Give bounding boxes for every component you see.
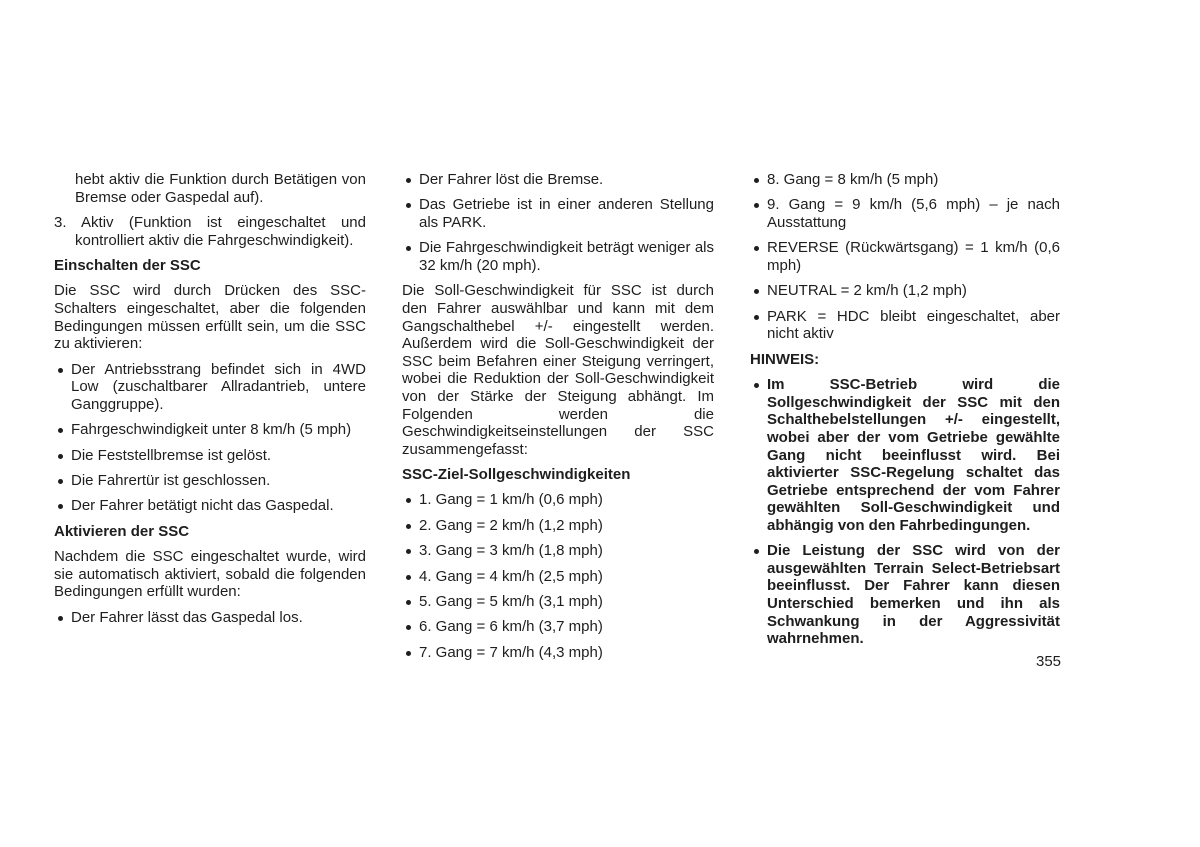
list-item: PARK = HDC bleibt eingeschaltet, aber nicht aktiv [750,308,1060,343]
list-item: REVERSE (Rückwärtsgang) = 1 km/h (0,6 mph) [750,239,1060,274]
list-item: Das Getriebe ist in einer anderen Stellung als PARK. [402,196,714,231]
list-item: 2. Gang = 2 km/h (1,2 mph) [402,517,714,535]
heading-hinweis: HINWEIS: [750,350,820,368]
column-left [54,171,366,634]
list-item: Im SSC-Betrieb wird die Sollgeschwindigkeit der SSC mit den Schalthebelstellungen +/- eingestellt, wobei aber der vom Getriebe gewählte Gang nicht beeinflusst wird. Bei aktivierter SSC-Regelung schaltet das Getriebe entsprechend der vom Fahrer gewählten Soll-Geschwindigkeit und abhängig von den Fahrbedingungen. [750,376,1060,534]
list-item: 3. Gang = 3 km/h (1,8 mph) [402,542,714,560]
heading-einschalten: Einschalten der SSC [54,256,201,274]
bullet-list-gears-continued [750,171,1060,343]
bullet-list-conditions [54,361,366,515]
bullet-list-activation-continued [402,171,714,275]
column-right [750,171,1060,656]
paragraph-einschalten: Die SSC wird durch Drücken des SSC-Schalters eingeschaltet, aber die folgenden Bedingungen müssen erfüllt sein, um die SSC zu aktivieren: [54,282,366,353]
paragraph-aktivieren: Nachdem die SSC eingeschaltet wurde, wird sie automatisch aktiviert, sobald die folgenden Bedingungen erfüllt wurden: [54,548,366,601]
list-item: Der Antriebsstrang befindet sich in 4WD Low (zuschaltbarer Allradantrieb, untere Ganggruppe). [54,361,366,414]
list-item: 9. Gang = 9 km/h (5,6 mph) – je nach Ausstattung [750,196,1060,231]
bullet-list-activation [54,609,366,627]
list-item: Die Fahrertür ist geschlossen. [54,472,366,490]
list-item: Die Feststellbremse ist gelöst. [54,447,366,465]
heading-aktivieren: Aktivieren der SSC [54,522,190,540]
list-item: Der Fahrer löst die Bremse. [402,171,714,189]
bullet-list-notes [750,376,1060,648]
list-item: Fahrgeschwindigkeit unter 8 km/h (5 mph) [54,421,366,439]
list-item: 4. Gang = 4 km/h (2,5 mph) [402,568,714,586]
bullet-list-gears [402,491,714,661]
list-item: Die Fahrgeschwindigkeit beträgt weniger als 32 km/h (20 mph). [402,239,714,274]
list-item: 8. Gang = 8 km/h (5 mph) [750,171,1060,189]
list-item: 1. Gang = 1 km/h (0,6 mph) [402,491,714,509]
page-number: 355 [1036,653,1062,670]
heading-ziel-sollgeschwindigkeiten: SSC-Ziel-Sollgeschwindigkeiten [402,466,631,484]
column-middle [402,171,714,669]
list-item: 7. Gang = 7 km/h (4,3 mph) [402,644,714,662]
paragraph-soll-geschwindigkeit: Die Soll-Geschwindigkeit für SSC ist durch den Fahrer auswählbar und kann mit dem Gangschalthebel +/- eingestellt werden. Außerdem wird die Soll-Geschwindigkeit der SSC beim Befahren einer Steigung verringert, wobei die Reduktion der Soll-Geschwindigkeit von der Stärke der Steigung abhängt. Im Folgenden werden die Geschwindigkeitseinstellungen der SSC zusammengefasst: [402,282,714,458]
continued-paragraph: hebt aktiv die Funktion durch Betätigen von Bremse oder Gaspedal auf). [75,171,366,206]
numbered-item-3: 3. Aktiv (Funktion ist eingeschaltet und kontrolliert aktiv die Fahrgeschwindigkeit). [54,213,366,249]
list-item: 5. Gang = 5 km/h (3,1 mph) [402,593,714,611]
list-item: 6. Gang = 6 km/h (3,7 mph) [402,618,714,636]
list-item: Der Fahrer betätigt nicht das Gaspedal. [54,497,366,515]
list-item: NEUTRAL = 2 km/h (1,2 mph) [750,282,1060,300]
list-item: Die Leistung der SSC wird von der ausgewählten Terrain Select-Betriebsart beeinflusst. Der Fahrer kann diesen Unterschied bemerken und ihn als Schwankung in der Aggressivität wahrnehmen. [750,542,1060,648]
list-item: Der Fahrer lässt das Gaspedal los. [54,609,366,627]
